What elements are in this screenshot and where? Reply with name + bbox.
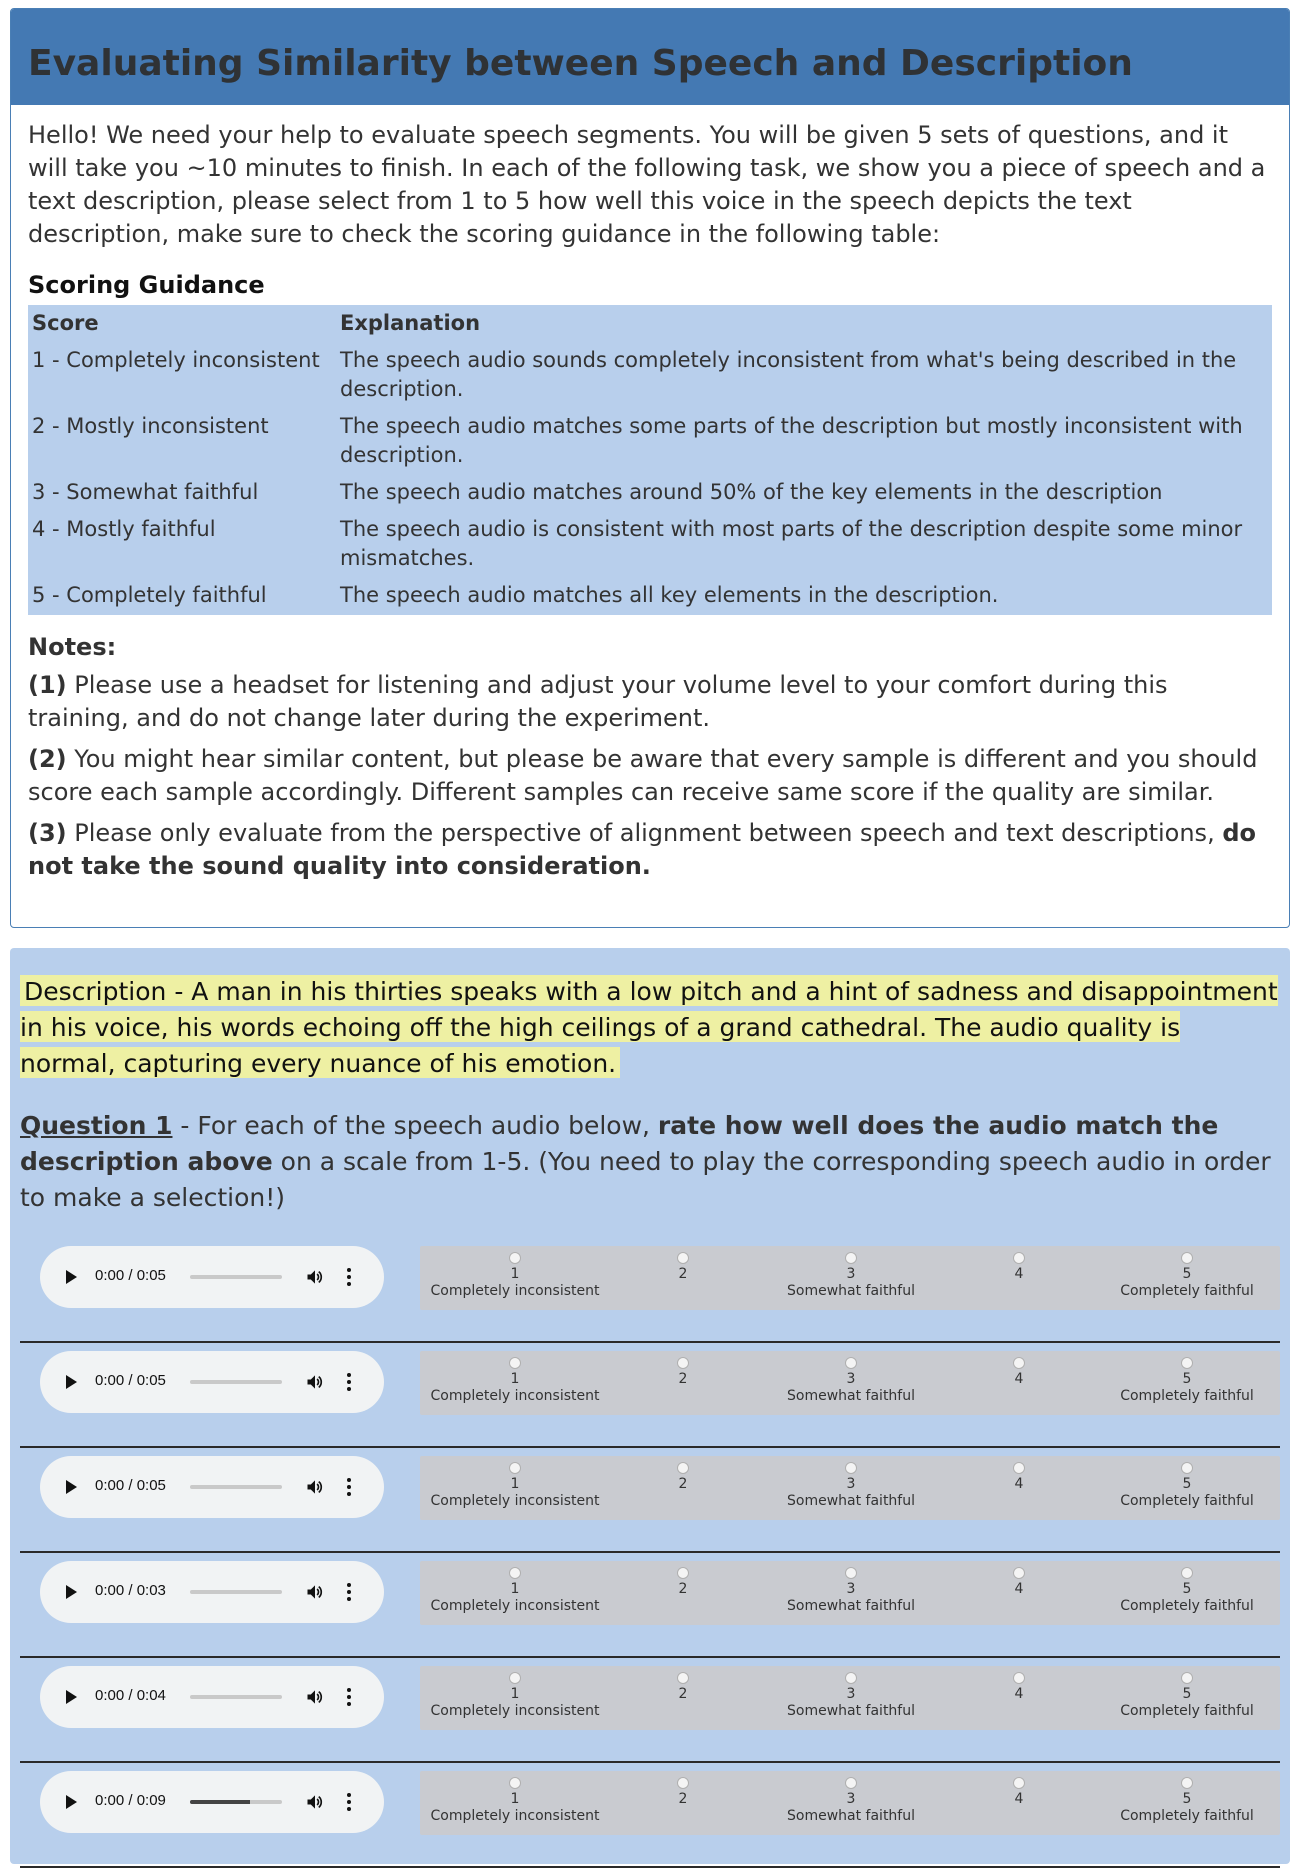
radio-button[interactable] <box>845 1777 857 1789</box>
rating-label: Completely inconsistent <box>430 1283 600 1299</box>
play-icon[interactable] <box>66 1585 77 1599</box>
volume-icon[interactable] <box>305 1267 325 1287</box>
audio-progress-bar[interactable] <box>190 1380 282 1384</box>
radio-button[interactable] <box>677 1252 689 1264</box>
rating-scale <box>420 1456 1280 1520</box>
rating-option-5[interactable] <box>1097 1777 1277 1825</box>
radio-button[interactable] <box>1181 1462 1193 1474</box>
rating-number: 2 <box>678 1686 688 1702</box>
instructions-panel <box>10 8 1290 928</box>
rating-number: 3 <box>846 1371 856 1387</box>
rating-number: 5 <box>1182 1371 1192 1387</box>
rating-option-3[interactable] <box>761 1357 941 1405</box>
radio-button[interactable] <box>509 1357 521 1369</box>
rating-label: Somewhat faithful <box>787 1598 915 1614</box>
more-options-icon[interactable] <box>346 1477 352 1497</box>
rating-number: 1 <box>510 1581 520 1597</box>
rating-option-1[interactable] <box>425 1252 605 1300</box>
play-icon[interactable] <box>66 1795 77 1809</box>
rating-option-1[interactable] <box>425 1357 605 1405</box>
more-options-icon[interactable] <box>346 1582 352 1602</box>
rating-number: 2 <box>678 1476 688 1492</box>
rating-option-4[interactable] <box>929 1357 1109 1388</box>
rating-label: Somewhat faithful <box>787 1808 915 1824</box>
rating-number: 3 <box>846 1266 856 1282</box>
rating-label: Completely inconsistent <box>430 1388 600 1404</box>
audio-rating-row <box>20 1343 1280 1448</box>
audio-time: 0:00 / 0:09 <box>95 1792 166 1809</box>
rating-label: Completely inconsistent <box>430 1703 600 1719</box>
radio-button[interactable] <box>845 1462 857 1474</box>
play-icon[interactable] <box>66 1480 77 1494</box>
note-number: (1) <box>28 671 67 699</box>
radio-button[interactable] <box>845 1357 857 1369</box>
rating-option-5[interactable] <box>1097 1462 1277 1510</box>
explanation-cell: The speech audio sounds completely inconsistent from what's being described in the description. <box>340 348 1237 401</box>
rating-label: Completely faithful <box>1120 1808 1254 1824</box>
rating-option-4[interactable] <box>929 1462 1109 1493</box>
volume-icon[interactable] <box>305 1792 325 1812</box>
audio-time: 0:00 / 0:05 <box>95 1477 166 1494</box>
rating-label: Somewhat faithful <box>787 1388 915 1404</box>
radio-button[interactable] <box>845 1252 857 1264</box>
rating-number: 4 <box>1014 1581 1024 1597</box>
rating-option-2[interactable] <box>593 1672 773 1703</box>
audio-rating-list <box>20 1238 1280 1868</box>
radio-button[interactable] <box>1013 1777 1025 1789</box>
question-bold: rate how well does the audio match the description above <box>20 1111 1219 1176</box>
radio-button[interactable] <box>1181 1672 1193 1684</box>
audio-time: 0:00 / 0:03 <box>95 1582 166 1599</box>
radio-button[interactable] <box>1013 1462 1025 1474</box>
radio-button[interactable] <box>509 1252 521 1264</box>
rating-option-2[interactable] <box>593 1567 773 1598</box>
audio-progress-bar[interactable] <box>190 1485 282 1489</box>
audio-time: 0:00 / 0:05 <box>95 1267 166 1284</box>
table-row <box>28 578 1272 615</box>
radio-button[interactable] <box>509 1567 521 1579</box>
rating-option-3[interactable] <box>761 1777 941 1825</box>
question-label: Question 1 <box>20 1111 173 1140</box>
play-icon[interactable] <box>66 1375 77 1389</box>
volume-icon[interactable] <box>305 1582 325 1602</box>
radio-button[interactable] <box>1181 1252 1193 1264</box>
rating-number: 4 <box>1014 1266 1024 1282</box>
page-title: Evaluating Similarity between Speech and Description <box>28 43 1133 84</box>
table-row <box>28 343 1272 409</box>
audio-player[interactable] <box>40 1246 384 1308</box>
question-text <box>20 1108 1280 1216</box>
description-text <box>20 974 1280 1082</box>
rating-scale <box>420 1666 1280 1730</box>
rating-number: 5 <box>1182 1266 1192 1282</box>
note-3 <box>28 817 1272 883</box>
audio-rating-row <box>20 1448 1280 1553</box>
notes-title: Notes: <box>28 633 117 661</box>
rating-number: 1 <box>510 1476 520 1492</box>
table-row <box>28 409 1272 475</box>
audio-player[interactable] <box>40 1561 384 1623</box>
audio-progress-fill <box>190 1800 250 1804</box>
rating-option-2[interactable] <box>593 1357 773 1388</box>
score-cell: 4 - Mostly faithful <box>32 517 216 541</box>
radio-button[interactable] <box>677 1777 689 1789</box>
rating-number: 1 <box>510 1791 520 1807</box>
rating-number: 5 <box>1182 1791 1192 1807</box>
rating-number: 3 <box>846 1476 856 1492</box>
radio-button[interactable] <box>1181 1357 1193 1369</box>
rating-option-5[interactable] <box>1097 1252 1277 1300</box>
rating-number: 5 <box>1182 1476 1192 1492</box>
rating-scale <box>420 1771 1280 1835</box>
note-number: (3) <box>28 819 67 847</box>
rating-label: Completely faithful <box>1120 1388 1254 1404</box>
radio-button[interactable] <box>509 1462 521 1474</box>
radio-button[interactable] <box>1013 1567 1025 1579</box>
radio-button[interactable] <box>845 1672 857 1684</box>
audio-progress-bar[interactable] <box>190 1695 282 1699</box>
rating-label: Completely faithful <box>1120 1703 1254 1719</box>
score-cell: 3 - Somewhat faithful <box>32 480 259 504</box>
rating-option-4[interactable] <box>929 1252 1109 1283</box>
rating-number: 4 <box>1014 1791 1024 1807</box>
panel-heading <box>11 9 1289 105</box>
rating-number: 3 <box>846 1791 856 1807</box>
audio-rating-row <box>20 1238 1280 1343</box>
explanation-cell: The speech audio matches all key elements in the description. <box>340 583 999 607</box>
radio-button[interactable] <box>845 1567 857 1579</box>
audio-player[interactable] <box>40 1666 384 1728</box>
audio-time: 0:00 / 0:04 <box>95 1687 166 1704</box>
table-row <box>28 512 1272 578</box>
rating-option-3[interactable] <box>761 1672 941 1720</box>
radio-button[interactable] <box>509 1672 521 1684</box>
radio-button[interactable] <box>1013 1252 1025 1264</box>
audio-player[interactable] <box>40 1456 384 1518</box>
score-cell: 5 - Completely faithful <box>32 583 267 607</box>
note-1 <box>28 669 1272 735</box>
table-header-row <box>28 305 1272 343</box>
rating-number: 3 <box>846 1581 856 1597</box>
note-text: Please only evaluate from the perspective of alignment between speech and text descriptions, <box>66 819 1223 847</box>
radio-button[interactable] <box>677 1567 689 1579</box>
rating-number: 2 <box>678 1581 688 1597</box>
rating-option-4[interactable] <box>929 1777 1109 1808</box>
rating-option-5[interactable] <box>1097 1567 1277 1615</box>
rating-number: 4 <box>1014 1371 1024 1387</box>
rating-option-3[interactable] <box>761 1252 941 1300</box>
question-post: on a scale from 1-5. (You need to play the corresponding speech audio in order to make a selection!) <box>20 1147 1271 1212</box>
rating-number: 4 <box>1014 1476 1024 1492</box>
rating-number: 5 <box>1182 1686 1192 1702</box>
audio-player[interactable] <box>40 1351 384 1413</box>
volume-icon[interactable] <box>305 1687 325 1707</box>
rating-option-3[interactable] <box>761 1567 941 1615</box>
rating-option-1[interactable] <box>425 1672 605 1720</box>
panel-body <box>11 105 1289 883</box>
volume-icon[interactable] <box>305 1477 325 1497</box>
rating-option-4[interactable] <box>929 1672 1109 1703</box>
rating-number: 4 <box>1014 1686 1024 1702</box>
play-icon[interactable] <box>66 1690 77 1704</box>
intro-text: Hello! We need your help to evaluate speech segments. You will be given 5 sets of questions, and it will take you ~10 minutes to finish. In each of the following task, we show you a piece of speech and a text description, please select from 1 to 5 how well this voice in the speech depicts the text description, make sure to check the scoring guidance in the following table: <box>28 121 1266 248</box>
score-cell: 1 - Completely inconsistent <box>32 348 320 372</box>
rating-option-2[interactable] <box>593 1462 773 1493</box>
rating-label: Somewhat faithful <box>787 1283 915 1299</box>
rating-number: 2 <box>678 1266 688 1282</box>
audio-rating-row <box>20 1658 1280 1763</box>
question-panel <box>10 948 1290 1864</box>
more-options-icon[interactable] <box>346 1687 352 1707</box>
rating-label: Completely faithful <box>1120 1283 1254 1299</box>
radio-button[interactable] <box>1013 1357 1025 1369</box>
rating-scale <box>420 1561 1280 1625</box>
explanation-cell: The speech audio matches around 50% of the key elements in the description <box>340 480 1163 504</box>
rating-option-4[interactable] <box>929 1567 1109 1598</box>
explanation-column-header: Explanation <box>340 311 481 335</box>
rating-scale <box>420 1246 1280 1310</box>
rating-option-1[interactable] <box>425 1777 605 1825</box>
radio-button[interactable] <box>677 1462 689 1474</box>
question-pre: - For each of the speech audio below, <box>172 1111 658 1140</box>
audio-progress-bar[interactable] <box>190 1275 282 1279</box>
radio-button[interactable] <box>1013 1672 1025 1684</box>
rating-number: 3 <box>846 1686 856 1702</box>
more-options-icon[interactable] <box>346 1267 352 1287</box>
volume-icon[interactable] <box>305 1372 325 1392</box>
audio-rating-row <box>20 1553 1280 1658</box>
radio-button[interactable] <box>1181 1777 1193 1789</box>
scoring-guidance-table <box>28 305 1272 615</box>
guidance-title: Scoring Guidance <box>28 271 265 299</box>
table-row <box>28 475 1272 512</box>
radio-button[interactable] <box>509 1777 521 1789</box>
play-icon[interactable] <box>66 1270 77 1284</box>
rating-number: 1 <box>510 1371 520 1387</box>
note-text: Please use a headset for listening and adjust your volume level to your comfort during this training, and do not change later during the experiment. <box>28 671 1168 732</box>
note-2 <box>28 743 1272 809</box>
radio-button[interactable] <box>1181 1567 1193 1579</box>
rating-option-5[interactable] <box>1097 1672 1277 1720</box>
rating-number: 1 <box>510 1266 520 1282</box>
radio-button[interactable] <box>677 1672 689 1684</box>
rating-label: Somewhat faithful <box>787 1493 915 1509</box>
rating-option-5[interactable] <box>1097 1357 1277 1405</box>
audio-progress-bar[interactable] <box>190 1590 282 1594</box>
audio-progress-bar[interactable] <box>190 1800 282 1804</box>
score-cell: 2 - Mostly inconsistent <box>32 414 269 438</box>
rating-label: Completely inconsistent <box>430 1598 600 1614</box>
rating-label: Somewhat faithful <box>787 1703 915 1719</box>
rating-label: Completely inconsistent <box>430 1808 600 1824</box>
more-options-icon[interactable] <box>346 1372 352 1392</box>
audio-player[interactable] <box>40 1771 384 1833</box>
rating-number: 2 <box>678 1791 688 1807</box>
rating-option-2[interactable] <box>593 1252 773 1283</box>
note-number: (2) <box>28 745 67 773</box>
rating-scale <box>420 1351 1280 1415</box>
note-text: You might hear similar content, but please be aware that every sample is different and you should score each sample accordingly. Different samples can receive same score if the quality are similar. <box>28 745 1258 806</box>
rating-option-2[interactable] <box>593 1777 773 1808</box>
score-column-header: Score <box>32 311 99 335</box>
audio-rating-row <box>20 1763 1280 1868</box>
rating-number: 5 <box>1182 1581 1192 1597</box>
rating-option-1[interactable] <box>425 1462 605 1510</box>
rating-number: 2 <box>678 1371 688 1387</box>
description-highlight: Description - A man in his thirties speaks with a low pitch and a hint of sadness and disappointment in his voice, his words echoing off the high ceilings of a grand cathedral. The audio quality is normal, capturing every nuance of his emotion. <box>20 977 1278 1078</box>
explanation-cell: The speech audio matches some parts of the description but mostly inconsistent with description. <box>340 414 1243 467</box>
more-options-icon[interactable] <box>346 1792 352 1812</box>
rating-label: Completely faithful <box>1120 1598 1254 1614</box>
note-bold-text: do not take the sound quality into consideration. <box>28 819 1256 880</box>
rating-number: 1 <box>510 1686 520 1702</box>
rating-label: Completely faithful <box>1120 1493 1254 1509</box>
audio-time: 0:00 / 0:05 <box>95 1372 166 1389</box>
explanation-cell: The speech audio is consistent with most parts of the description despite some minor mismatches. <box>340 517 1243 570</box>
rating-option-1[interactable] <box>425 1567 605 1615</box>
rating-option-3[interactable] <box>761 1462 941 1510</box>
rating-label: Completely inconsistent <box>430 1493 600 1509</box>
radio-button[interactable] <box>677 1357 689 1369</box>
